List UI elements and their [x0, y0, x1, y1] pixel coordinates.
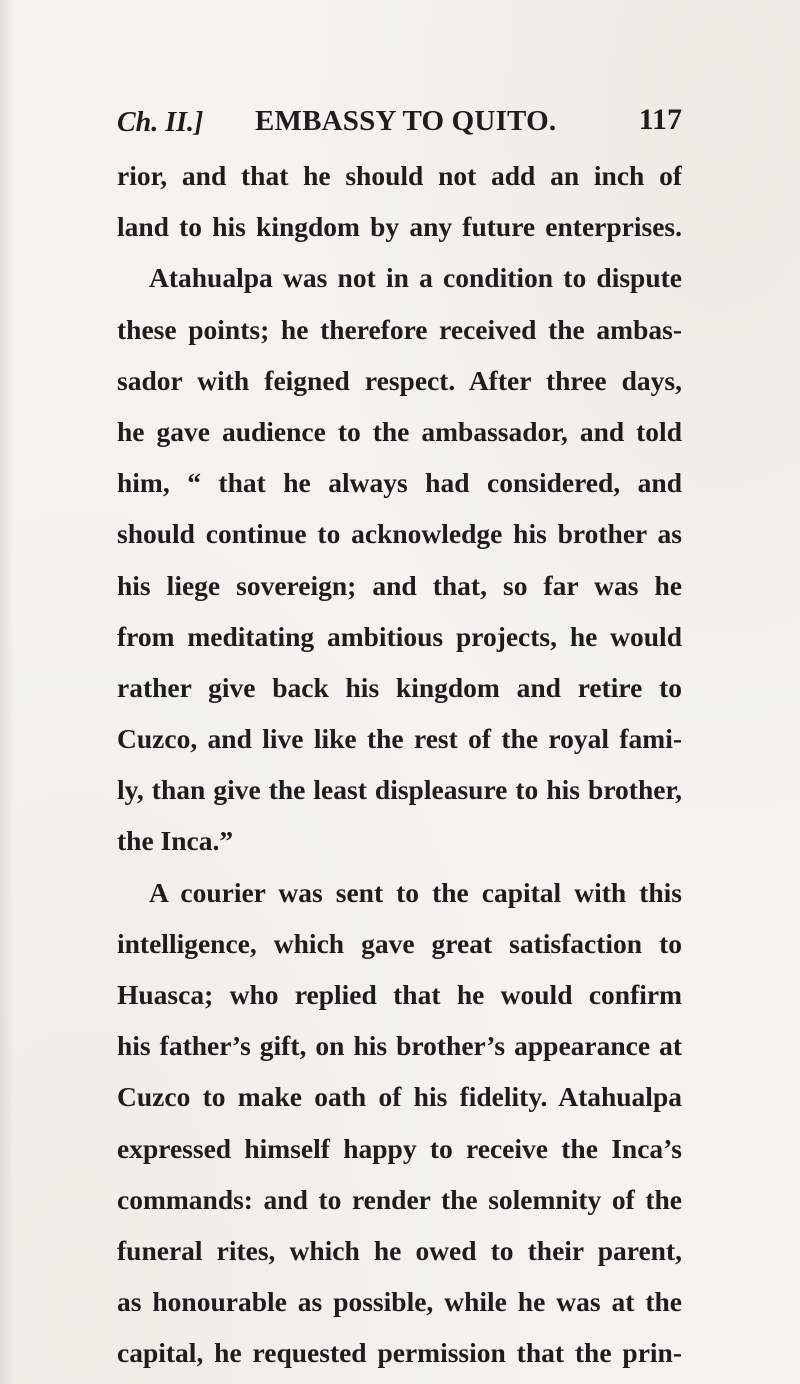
page-number: 117	[638, 103, 682, 136]
page-gutter-shadow	[0, 0, 14, 1384]
text-line: Huasca; who replied that he would confirm	[117, 979, 682, 1010]
text-line: rior, and that he should not add an inch of	[117, 160, 682, 191]
running-title: EMBASSY TO QUITO.	[255, 105, 557, 137]
text-line: Cuzco to make oath of his fidelity. Atahualpa	[117, 1081, 682, 1113]
text-line: he gave audience to the ambassador, and told	[117, 415, 682, 447]
chapter-reference: Ch. II.]	[117, 107, 204, 138]
text-line: his liege sovereign; and that, so far was he	[117, 569, 682, 601]
paragraph-start-line: A courier was sent to the capital with this	[149, 876, 682, 908]
paragraph-start-line: Atahualpa was not in a condition to dispute	[149, 262, 682, 294]
text-line: intelligence, which gave great satisfaction to	[117, 927, 682, 959]
text-line: ly, than give the least displeasure to his brother,	[117, 774, 682, 806]
text-line: his father’s gift, on his brother’s appearance at	[117, 1030, 682, 1062]
text-line: as honourable as possible, while he was at the	[117, 1286, 682, 1318]
text-line: should continue to acknowledge his brother as	[117, 518, 682, 550]
text-line: funeral rites, which he owed to their parent,	[117, 1234, 682, 1266]
text-line: from meditating ambitious projects, he would	[117, 620, 682, 652]
body-text	[117, 150, 682, 1379]
text-line: land to his kingdom by any future enterprises.	[117, 211, 682, 243]
text-line: rather give back his kingdom and retire to	[117, 671, 682, 703]
paragraph-end-line: the Inca.”	[117, 825, 234, 857]
text-line: expressed himself happy to receive the Inca’s	[117, 1132, 682, 1164]
text-line: Cuzco, and live like the rest of the royal fami-	[117, 723, 682, 755]
text-line: sador with feigned respect. After three days,	[117, 364, 682, 396]
text-line: commands: and to render the solemnity of the	[117, 1183, 682, 1215]
text-line: capital, he requested permission that the prin-	[117, 1337, 682, 1369]
text-line: these points; he therefore received the ambas-	[117, 313, 682, 345]
text-line: him, “ that he always had considered, and	[117, 467, 682, 499]
running-head	[117, 101, 682, 145]
